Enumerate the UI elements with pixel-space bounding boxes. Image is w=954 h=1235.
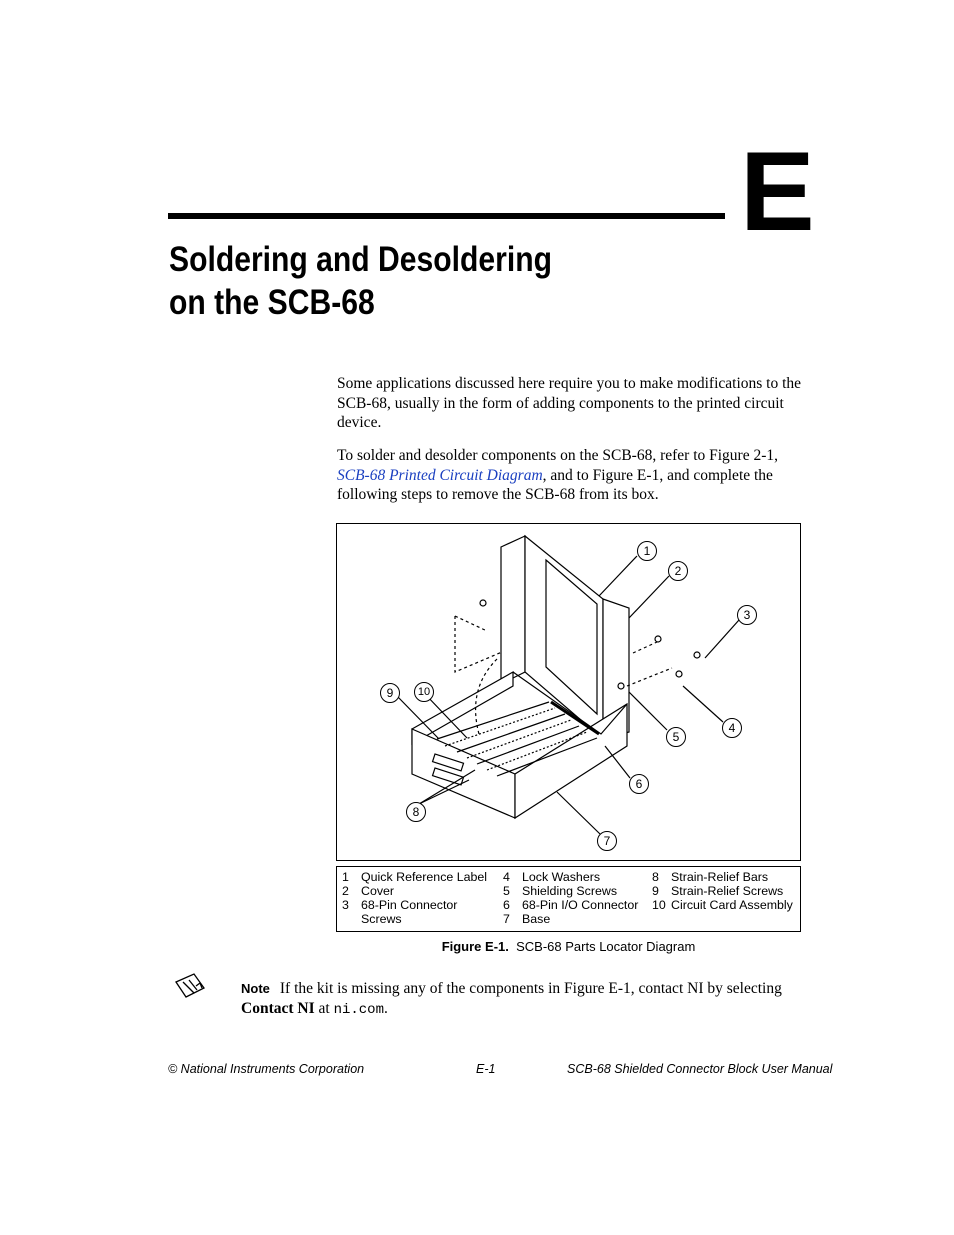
appendix-letter: E xyxy=(740,129,813,254)
legend-number: 6 xyxy=(503,898,510,912)
base-front-panel xyxy=(412,729,515,818)
legend-item xyxy=(503,884,638,898)
callout-8: 8 xyxy=(406,802,426,822)
legend-label: 68-Pin I/O Connector xyxy=(522,898,639,912)
legend-label: Screws xyxy=(361,912,402,926)
callout-5: 5 xyxy=(666,727,686,747)
note-icon xyxy=(174,972,206,1000)
figure-caption xyxy=(336,939,801,954)
legend-column-1 xyxy=(342,870,487,926)
base-right-panel xyxy=(515,704,627,818)
figure-caption-label: Figure E-1. xyxy=(441,939,509,954)
legend-label: Base xyxy=(522,912,551,926)
legend-item xyxy=(652,884,793,898)
instructions-text-before: To solder and desolder components on the SCB-68, refer to Figure 2-1, xyxy=(337,447,779,464)
parts-locator-diagram xyxy=(336,523,801,861)
legend-column-3 xyxy=(652,870,793,912)
legend-number: 4 xyxy=(503,870,510,884)
footer-manual-title: SCB-68 Shielded Connector Block User Manual xyxy=(567,1062,833,1076)
callout-3: 3 xyxy=(737,605,757,625)
callout-6: 6 xyxy=(629,774,649,794)
note-label: Note xyxy=(241,981,270,996)
legend-number: 5 xyxy=(503,884,510,898)
footer-copyright: © National Instruments Corporation xyxy=(168,1062,365,1076)
legend-number: 10 xyxy=(652,898,666,912)
chapter-title-line-2: on the SCB-68 xyxy=(169,283,375,322)
legend-item xyxy=(342,898,487,912)
footer-page-number: E-1 xyxy=(476,1062,496,1076)
chapter-title xyxy=(169,238,552,324)
legend-number: 1 xyxy=(342,870,349,884)
legend-label: Quick Reference Label xyxy=(361,870,488,884)
instructions-paragraph xyxy=(337,446,802,505)
legend-label: Circuit Card Assembly xyxy=(671,898,793,912)
callout-1: 1 xyxy=(637,541,657,561)
legend-item xyxy=(503,898,638,912)
cover-panel xyxy=(501,536,525,684)
legend-item xyxy=(342,870,487,884)
legend-item xyxy=(342,884,487,898)
legend-label: Cover xyxy=(361,884,395,898)
callout-10: 10 xyxy=(414,682,434,702)
legend-label: Strain-Relief Bars xyxy=(671,870,769,884)
note-text-after: . xyxy=(383,999,388,1017)
legend-number: 2 xyxy=(342,884,349,898)
callout-2: 2 xyxy=(668,561,688,581)
intro-paragraph: Some applications discussed here require you to make modifications to the SCB-68, usually in the form of adding components to the printed circuit device. xyxy=(337,375,802,431)
note-block xyxy=(241,979,801,1020)
callout-4: 4 xyxy=(722,718,742,738)
instructions-text-after: , and to Figure E-1, and complete the following steps to remove the SCB-68 from its box. xyxy=(337,466,773,503)
legend-label: Shielding Screws xyxy=(522,884,618,898)
legend-item xyxy=(652,898,793,912)
callout-9: 9 xyxy=(380,683,400,703)
legend-number xyxy=(342,912,361,926)
legend-column-2 xyxy=(503,870,638,926)
callout-7: 7 xyxy=(597,831,617,851)
legend-item xyxy=(342,912,487,926)
figure-caption-text: SCB-68 Parts Locator Diagram xyxy=(516,939,696,954)
legend-item xyxy=(503,912,638,926)
note-text-before: If the kit is missing any of the components in Figure E-1, contact NI by selecting xyxy=(279,980,782,997)
chapter-title-line-1: Soldering and Desoldering xyxy=(169,240,552,279)
legend-item xyxy=(503,870,638,884)
figure-legend xyxy=(336,866,801,932)
legend-label: 68-Pin Connector xyxy=(361,898,458,912)
legend-number: 9 xyxy=(652,884,659,898)
ni-com-link[interactable]: ni.com xyxy=(333,1001,384,1018)
legend-number: 8 xyxy=(652,870,659,884)
legend-label: Strain-Relief Screws xyxy=(671,884,784,898)
figure-2-1-link[interactable]: SCB-68 Printed Circuit Diagram xyxy=(337,466,543,484)
contact-ni-text: Contact NI xyxy=(241,999,315,1017)
note-text-mid: at xyxy=(314,999,334,1017)
chapter-rule xyxy=(168,213,725,219)
legend-number: 3 xyxy=(342,898,349,912)
legend-label: Lock Washers xyxy=(522,870,601,884)
legend-number: 7 xyxy=(503,912,510,926)
legend-item xyxy=(652,870,793,884)
